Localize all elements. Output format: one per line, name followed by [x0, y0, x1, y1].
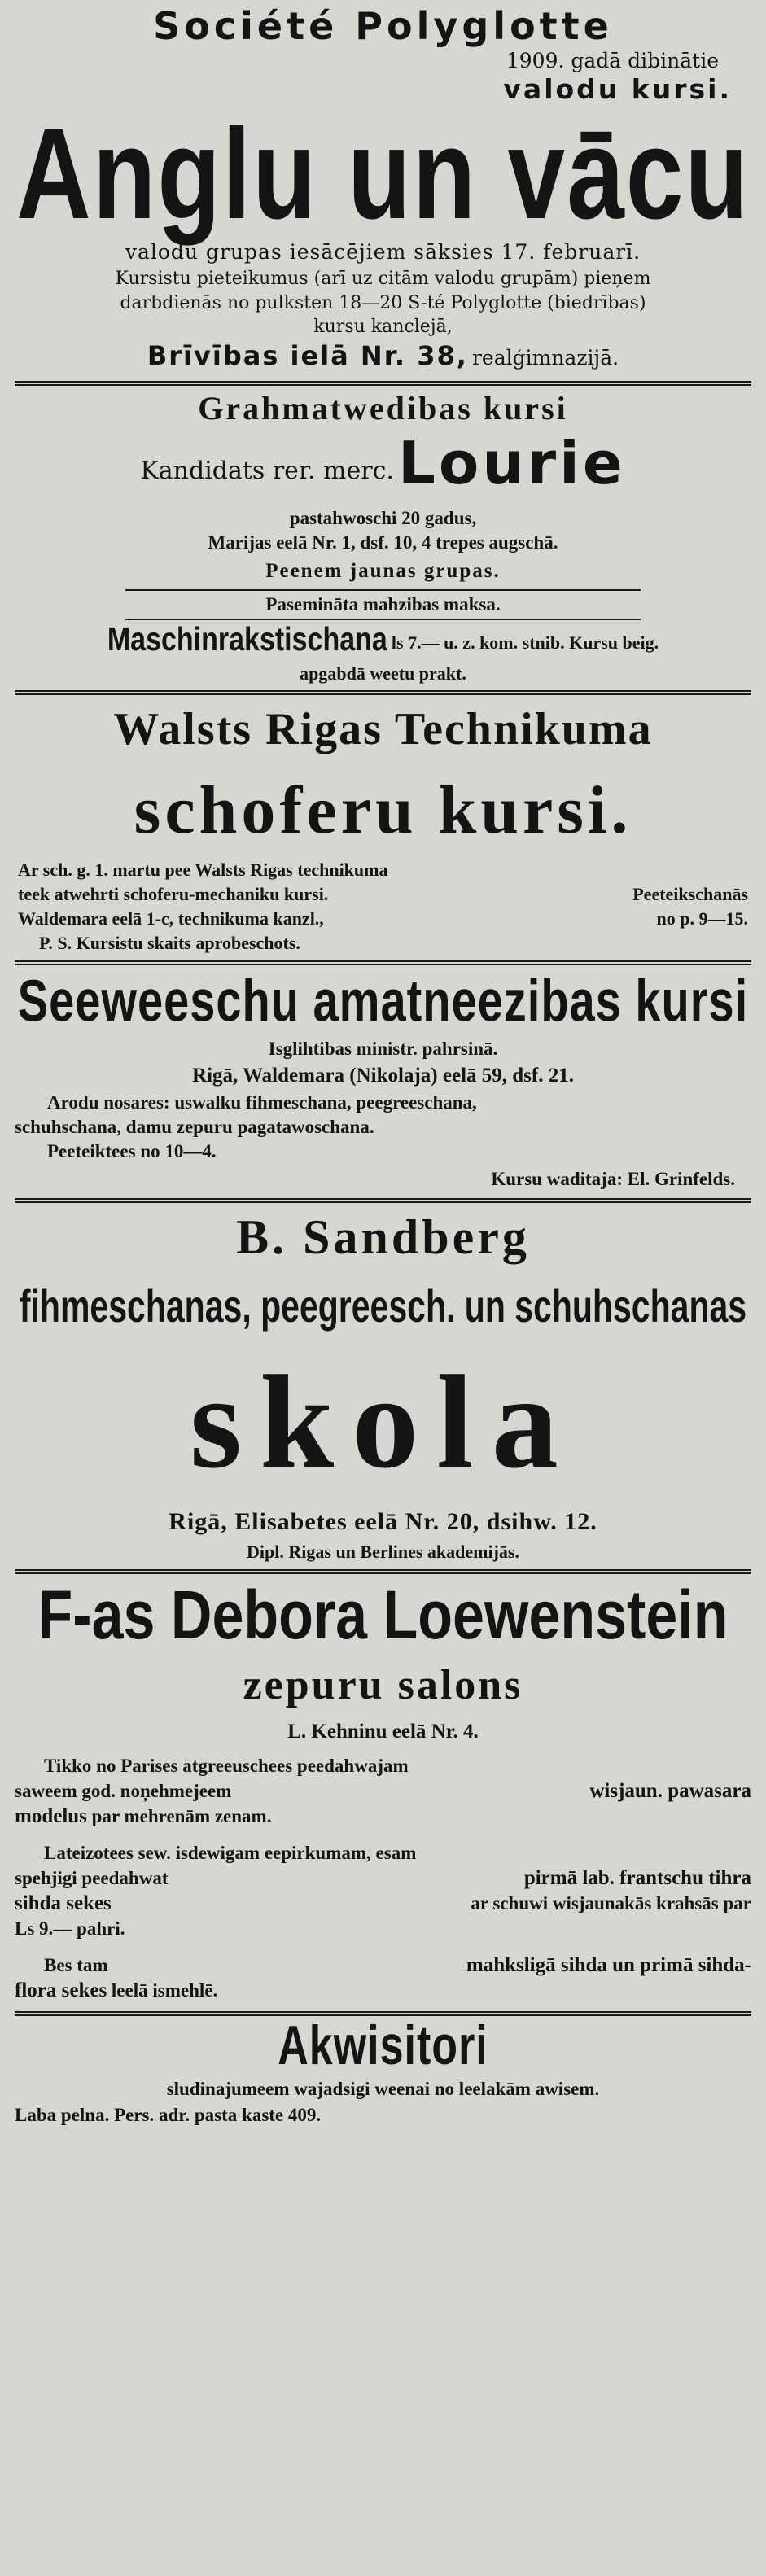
ad-technikum — [15, 695, 751, 956]
text-part: teek atwehrti schoferu-mechaniku kursi. — [18, 884, 329, 904]
ad-polyglotte — [15, 3, 751, 378]
text-row — [15, 1865, 751, 1891]
text-part: par mehrenām zenam. — [91, 1806, 272, 1826]
ad-akwisitori — [15, 2016, 751, 2128]
ad-headline: schoferu kursi. — [134, 772, 632, 848]
text-row — [15, 882, 751, 907]
address-line — [15, 339, 751, 378]
text-line: kursu kanclejā, — [313, 317, 453, 337]
text-line: schuhschana, damu zepuru pagatawoschana. — [15, 1117, 374, 1137]
text-part-bold: wisjaun. pawasara — [589, 1780, 751, 1802]
text-part: Peeteikschanās — [632, 884, 748, 904]
teacher-name: Lourie — [398, 429, 626, 497]
text-row — [15, 1778, 751, 1804]
ad-loewenstein-salon — [15, 1574, 751, 2003]
ad-title: Seeweeschu amatneezibas kursi — [17, 967, 749, 1034]
name-line — [15, 431, 751, 506]
text-line: Laba pelna. Pers. adr. pasta kaste 409. — [15, 2105, 322, 2125]
founded-line: 1909. gadā dibinātie — [506, 49, 719, 72]
paragraph — [15, 1840, 751, 1941]
text-part-bold: modelus — [15, 1805, 87, 1827]
text-line: apgabdā weetu prakt. — [300, 663, 466, 684]
text-part: saweem god. noņehmejeem — [15, 1781, 232, 1801]
text-line: Peenem jaunas grupas. — [265, 560, 501, 582]
ad-title: F-as Debora Loewenstein — [37, 1577, 729, 1653]
address: Brīvības ielā Nr. 38, — [147, 340, 468, 371]
paragraph — [15, 1753, 751, 1829]
text-part: no p. 9—15. — [656, 908, 748, 929]
ad-subtitle: fihmeschanas, peegreesch. un schuhschanas — [19, 1280, 747, 1332]
typing-label: Maschinrakstischana — [107, 621, 387, 658]
text-line: valodu grupas iesācējiem sāksies 17. februarī. — [125, 240, 641, 264]
text-row — [15, 1978, 751, 2003]
text-line: Marijas eelā Nr. 1, dsf. 10, 4 trepes augschā. — [208, 532, 558, 553]
ad-title: B. Sandberg — [236, 1210, 530, 1264]
text-line: Peeteiktees no 10—4. — [47, 1141, 217, 1161]
text-part: Waldemara eelā 1-c, technikuma kanzl., — [18, 908, 324, 929]
text-part-bold: pirmā lab. frantschu tihra — [523, 1867, 751, 1889]
text-line: Arodu nosares: uswalku fihmeschana, peegreeschana, — [47, 1092, 477, 1113]
typing-info: ls 7.— u. z. kom. stnib. Kursu beig. — [391, 632, 659, 653]
ad-title: Société Polyglotte — [153, 4, 613, 48]
text-row — [15, 907, 751, 931]
text-line: Tikko no Parises atgreeuschees peedahwajam — [44, 1756, 409, 1776]
text-line: pastahwoschi 20 gadus, — [289, 508, 477, 528]
ad-bookkeeping — [15, 386, 751, 685]
text-line: Pasemināta mahzibas maksa. — [265, 594, 501, 614]
text-line: Isglihtibas ministr. pahrsinā. — [268, 1039, 498, 1059]
address-suffix: realģimnazijā. — [471, 346, 619, 370]
text-line: P. S. Kursistu skaits aprobeschots. — [39, 933, 300, 953]
inner-divider — [125, 589, 641, 591]
paragraph — [15, 1953, 751, 2003]
ad-title: Walsts Rigas Technikuma — [113, 704, 653, 754]
text-part: spehjigi peedahwat — [15, 1868, 169, 1888]
text-part-bold: sihda sekes — [15, 1892, 112, 1914]
text-row — [15, 1953, 751, 1978]
address-line: Rigā, Elisabetes eelā Nr. 20, dsihw. 12. — [169, 1508, 597, 1535]
text-part-bold: mahksligā sihda un primā sihda- — [466, 1954, 751, 1976]
ad-headline: skola — [190, 1349, 576, 1496]
text-line: Kursistu pieteikumus (arī uz citām valodu grupām) pieņem — [115, 269, 651, 289]
ad-headline: Anglu un vācu — [16, 101, 750, 246]
name-prefix: Kandidats rer. merc. — [140, 457, 394, 485]
text-line: Rigā, Waldemara (Nikolaja) eelā 59, dsf. 21. — [192, 1065, 574, 1087]
newspaper-ads-page — [0, 3, 766, 2576]
text-line: Ls 9.— pahri. — [15, 1918, 125, 1939]
address-line: L. Kehninu eelā Nr. 4. — [287, 1721, 479, 1743]
text-line: Lateizotees sew. isdewigam eepirkumam, esam — [44, 1843, 417, 1863]
text-line: darbdienās no pulksten 18—20 S-té Polyglotte (biedrības) — [120, 293, 646, 313]
text-part-bold: flora sekes — [15, 1979, 107, 2001]
ad-sandberg-school — [15, 1203, 751, 1564]
ad-subtitle: valodu kursi. — [503, 73, 732, 105]
ad-title: Grahmatwedibas kursi — [198, 390, 568, 426]
text-part: ar schuwi wisjaunakās krahsās par — [471, 1893, 751, 1913]
director-line: Kursu waditaja: El. Grinfelds. — [491, 1169, 735, 1189]
text-line: Ar sch. g. 1. martu pee Walsts Rigas technikuma — [18, 859, 388, 880]
typing-line — [15, 622, 751, 663]
text-row — [15, 1891, 751, 1916]
text-row — [15, 1804, 751, 1829]
ad-subtitle: zepuru salons — [243, 1662, 523, 1708]
ad-womens-crafts — [15, 965, 751, 1195]
text-part: leelā ismehlē. — [111, 1980, 218, 2001]
text-part: Bes tam — [44, 1955, 108, 1975]
ad-title: Akwisitori — [278, 2015, 488, 2077]
text-line: Dipl. Rigas un Berlines akademijās. — [247, 1542, 519, 1562]
text-line: sludinajumeem wajadsigi weenai no leelakām awisem. — [166, 2079, 600, 2099]
